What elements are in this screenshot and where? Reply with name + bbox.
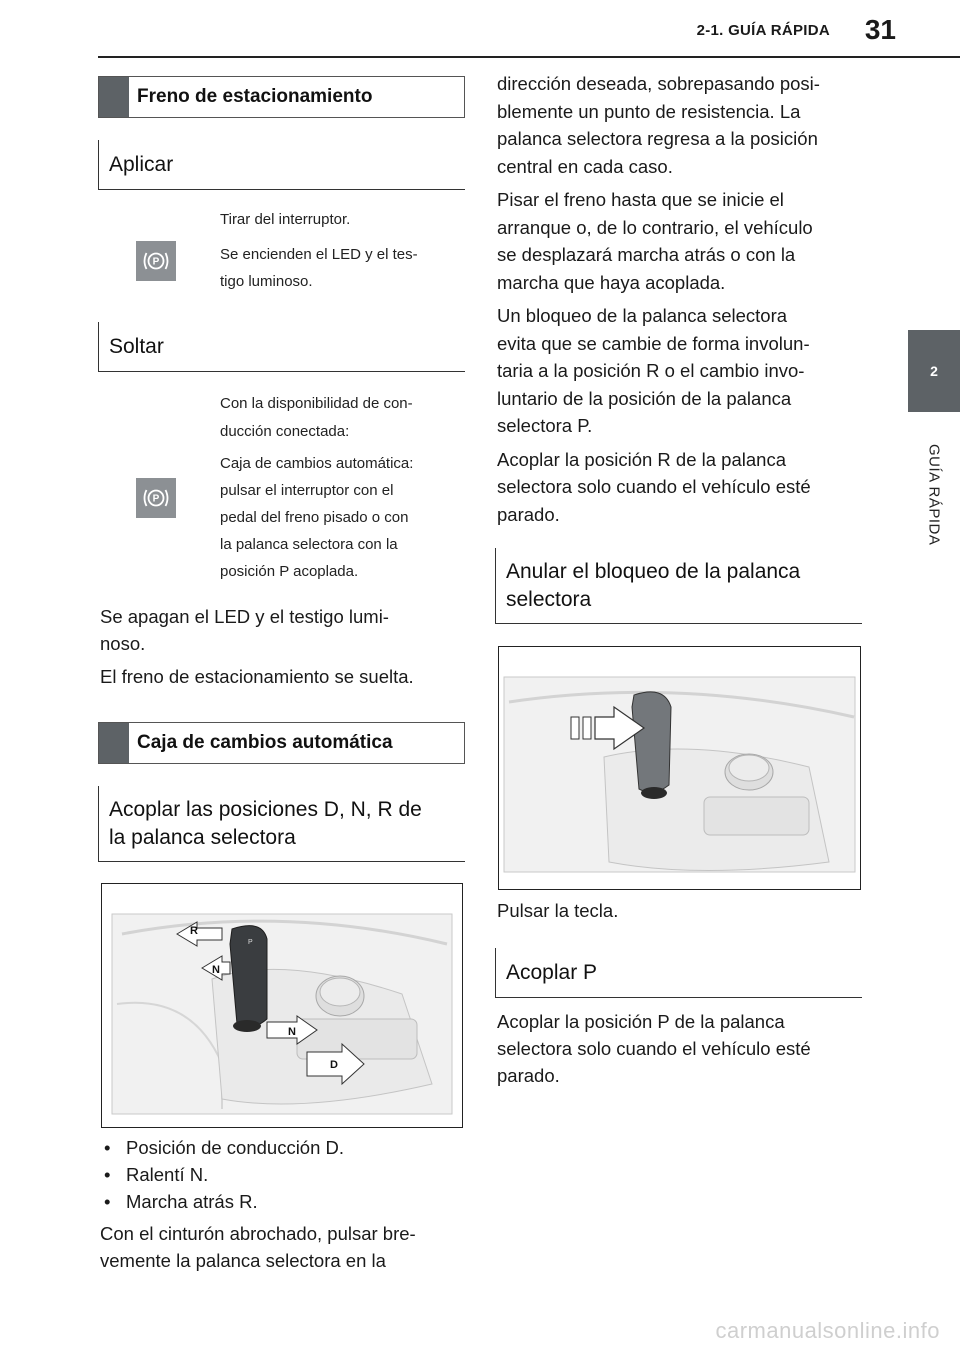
- bullet-item: • Ralentí N.: [104, 1164, 209, 1185]
- chapter-label: [908, 420, 960, 570]
- heading-bar: [99, 77, 129, 117]
- body-text: parado.: [497, 503, 560, 525]
- aplicar-line1: Tirar del interruptor.: [220, 211, 351, 228]
- body-text: dirección deseada, sobrepasando posi-: [497, 73, 820, 94]
- bullet-item: • Posición de conducción D.: [104, 1137, 345, 1158]
- subheading-acoplar-posiciones: [98, 786, 465, 862]
- body-text: Pisar el freno hasta que se inicie el: [497, 189, 784, 210]
- body-text: se desplazará marcha atrás o con la: [497, 244, 796, 265]
- soltar-line: Con la disponibilidad de con-: [220, 395, 413, 412]
- subheading-soltar: [98, 322, 465, 372]
- body-text: blemente un punto de resistencia. La: [497, 100, 801, 122]
- gear-selector-illustration: [101, 883, 463, 1128]
- heading-parking-brake: [98, 76, 465, 118]
- body-text: Se apagan el LED y el testigo lumi-: [100, 606, 389, 627]
- subheading-anular-bloqueo: [495, 548, 862, 624]
- body-text: noso.: [100, 633, 146, 654]
- subheading-text: Acoplar P: [506, 960, 598, 984]
- subheading-aplicar: [98, 140, 465, 190]
- body-text: El freno de estacionamiento se suelta.: [100, 666, 414, 687]
- heading-text: Freno de estacionamiento: [137, 86, 373, 107]
- watermark: carmanualsonline.info: [715, 1318, 940, 1343]
- aplicar-line2b: tigo luminoso.: [220, 273, 313, 290]
- aplicar-line2a: Se encienden el LED y el tes-: [220, 246, 418, 263]
- soltar-line: pedal del freno pisado o con: [220, 509, 409, 526]
- section-title: 2-1. GUÍA RÁPIDA: [696, 22, 830, 39]
- page-number: 31: [864, 14, 896, 45]
- heading-bar: [99, 723, 129, 763]
- body-text: evita que se cambie de forma involun-: [497, 332, 810, 354]
- body-text: selectora P.: [497, 415, 593, 436]
- soltar-line: Caja de cambios automática:: [220, 455, 414, 472]
- selector-lock-button-illustration: [498, 646, 861, 890]
- heading-automatic-gearbox: [98, 722, 465, 764]
- body-text: Con el cinturón abrochado, pulsar bre-: [100, 1223, 416, 1244]
- soltar-line: pulsar el interruptor con el: [220, 482, 394, 499]
- label-n: N: [212, 964, 220, 976]
- label-d: D: [330, 1059, 338, 1071]
- soltar-line: ducción conectada:: [220, 423, 350, 440]
- body-text: arranque o, de lo contrario, el vehículo: [497, 216, 813, 238]
- body-text: central en cada caso.: [497, 155, 673, 177]
- subheading-acoplar-p: [495, 948, 862, 998]
- bullet-item: • Marcha atrás R.: [104, 1191, 258, 1212]
- body-text: selectora solo cuando el vehículo esté: [497, 476, 811, 497]
- label-n: N: [288, 1026, 296, 1038]
- body-text: palanca selectora regresa a la posición: [497, 128, 818, 149]
- header-rule: [98, 56, 960, 58]
- soltar-line: la palanca selectora con la: [220, 536, 398, 553]
- body-text: Acoplar la posición R de la palanca: [497, 448, 786, 470]
- body-text: Acoplar la posición P de la palanca: [497, 1011, 785, 1032]
- body-text: vemente la palanca selectora en la: [100, 1250, 386, 1271]
- subheading-text: Soltar: [109, 334, 164, 358]
- body-text: marcha que haya acoplada.: [497, 271, 726, 293]
- body-text: luntario de la posición de la palanca: [497, 387, 792, 409]
- figure-caption: Pulsar la tecla.: [497, 900, 619, 921]
- subheading-text: Aplicar: [109, 152, 174, 176]
- subheading-line: Acoplar las posiciones D, N, R de: [109, 798, 422, 821]
- subheading-line: selectora: [506, 588, 592, 611]
- column2-paragraphs: [497, 70, 867, 528]
- chapter-label-text: GUÍA RÁPIDA: [925, 444, 943, 546]
- label-r: R: [190, 925, 198, 937]
- chapter-number: 2: [930, 363, 938, 379]
- svg-text:P: P: [152, 493, 160, 505]
- body-text: selectora solo cuando el vehículo esté: [497, 1038, 811, 1059]
- svg-text:P: P: [152, 256, 160, 268]
- parking-brake-icon: [136, 241, 176, 281]
- label-p: P: [248, 939, 253, 946]
- subheading-line: Anular el bloqueo de la palanca: [506, 560, 801, 583]
- heading-text: Caja de cambios automática: [137, 732, 393, 753]
- body-text: taria a la posición R o el cambio invo-: [497, 360, 805, 381]
- soltar-line: posición P acoplada.: [220, 563, 359, 580]
- chapter-tab: [908, 330, 960, 412]
- body-text: parado.: [497, 1065, 560, 1086]
- body-text: Un bloqueo de la palanca selectora: [497, 305, 788, 326]
- subheading-line: la palanca selectora: [109, 826, 296, 849]
- parking-brake-icon: [136, 478, 176, 518]
